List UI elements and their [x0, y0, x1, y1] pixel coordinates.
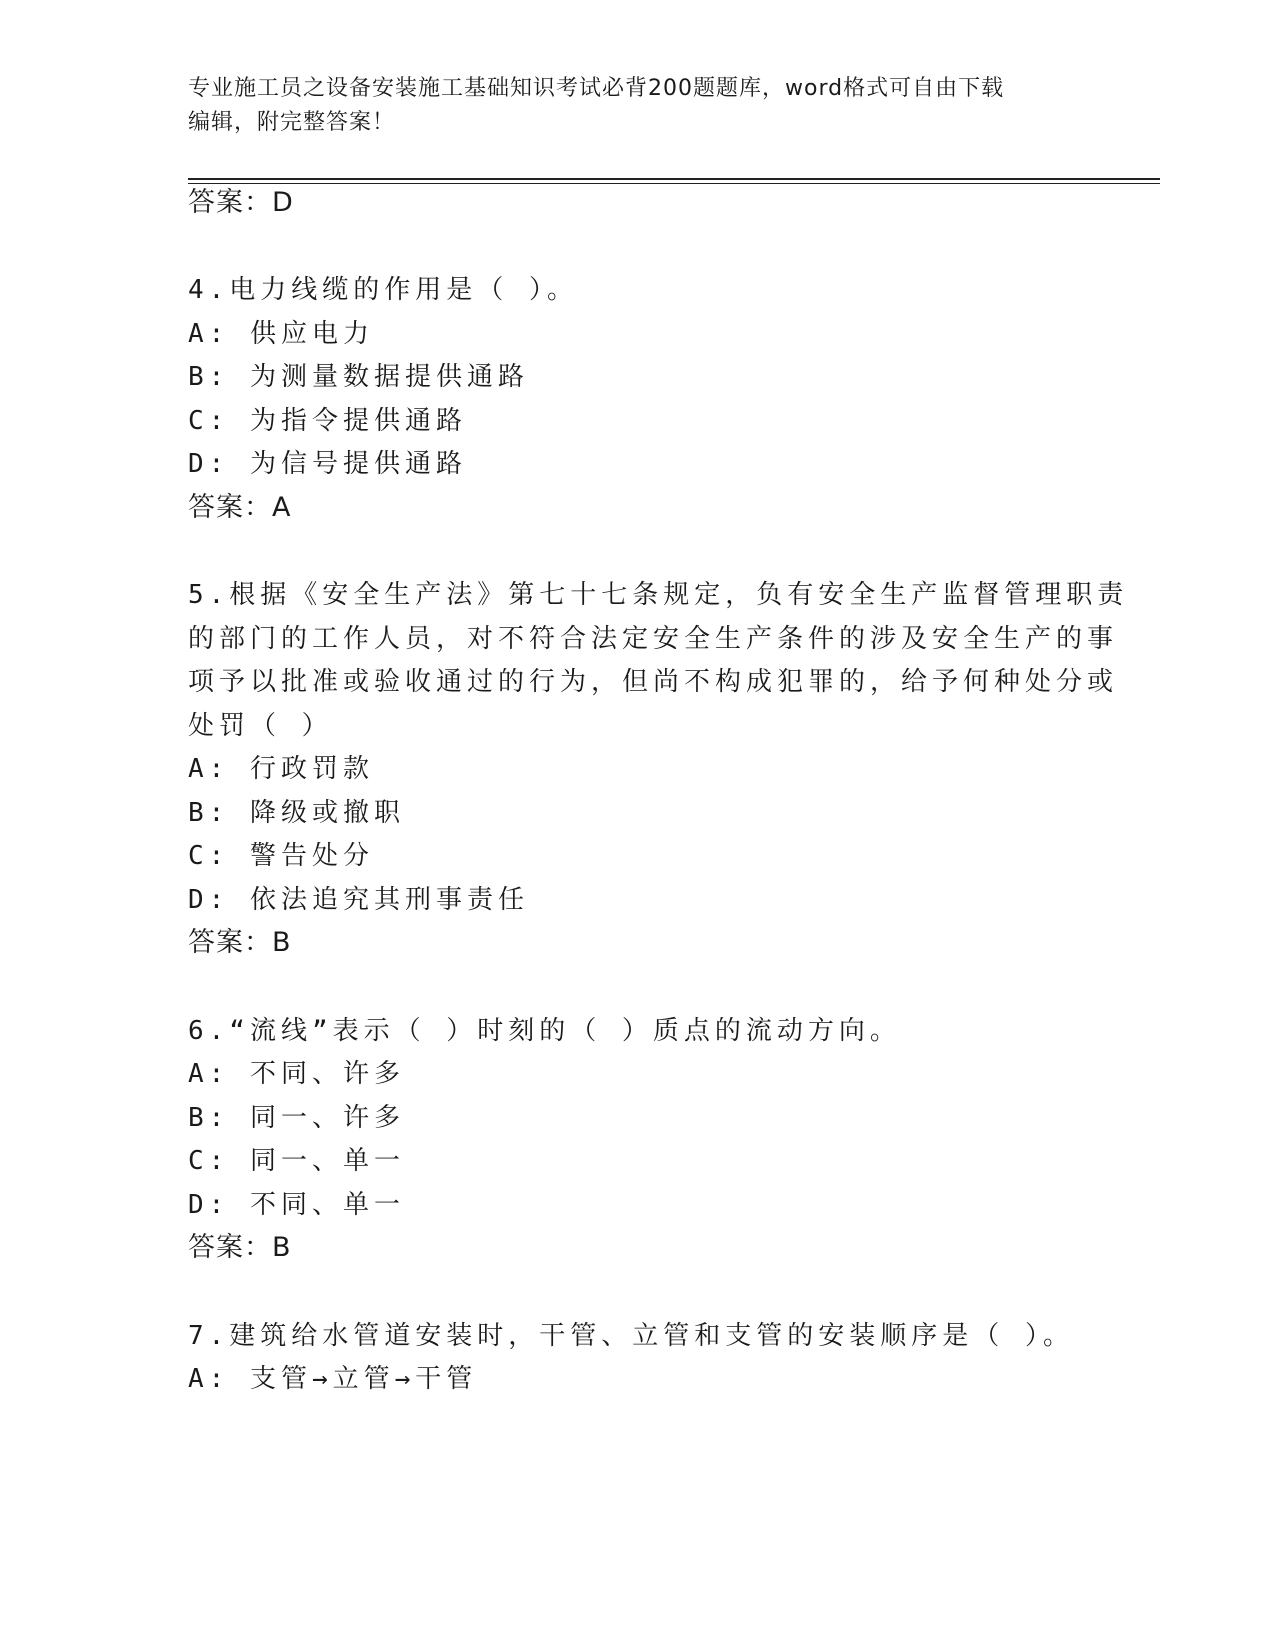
- question-6-option-b: B: 同一、许多: [188, 1103, 405, 1133]
- answer-q4: 答案：A: [188, 492, 292, 523]
- question-5-stem-line-3: 项予以批准或验收通过的行为，但尚不构成犯罪的，给予何种处分或: [188, 667, 1119, 697]
- question-7-option-a: A: 支管→立管→干管: [188, 1364, 478, 1394]
- question-6-option-a: A: 不同、许多: [188, 1059, 405, 1089]
- question-6-option-c: C: 同一、单一: [188, 1146, 405, 1176]
- question-4-option-d: D: 为信号提供通路: [188, 449, 467, 479]
- header-divider-thick: [188, 178, 1160, 180]
- document-header: [188, 72, 1068, 140]
- header-title-line-1: 专业施工员之设备安装施工基础知识考试必背200题题库，word格式可自由下载: [188, 76, 1005, 101]
- question-5-stem-line-2: 的部门的工作人员，对不符合法定安全生产条件的涉及安全生产的事: [188, 624, 1119, 654]
- question-5-stem-line-1: 5.根据《安全生产法》第七十七条规定，负有安全生产监督管理职责: [188, 580, 1129, 610]
- question-4-option-a: A: 供应电力: [188, 319, 374, 349]
- question-6-option-d: D: 不同、单一: [188, 1190, 405, 1220]
- question-5-stem-line-4: 处罚（ ）: [188, 711, 333, 741]
- question-4-stem: 4.电力线缆的作用是（ ）。: [188, 275, 578, 305]
- question-5-option-c: C: 警告处分: [188, 841, 374, 871]
- answer-q3: 答案：D: [188, 187, 294, 218]
- question-5-option-b: B: 降级或撤职: [188, 798, 405, 828]
- answer-q5: 答案：B: [188, 927, 292, 958]
- question-5-option-d: D: 依法追究其刑事责任: [188, 885, 529, 915]
- question-5-option-a: A: 行政罚款: [188, 754, 374, 784]
- header-divider-thin: [188, 183, 1160, 184]
- header-title-line-2: 编辑，附完整答案！: [188, 110, 396, 135]
- answer-q6: 答案：B: [188, 1232, 292, 1263]
- question-4-option-c: C: 为指令提供通路: [188, 406, 467, 436]
- question-4-option-b: B: 为测量数据提供通路: [188, 362, 529, 392]
- question-6-stem: 6.“流线”表示（ ）时刻的（ ）质点的流动方向。: [188, 1016, 901, 1046]
- question-7-stem: 7.建筑给水管道安装时，干管、立管和支管的安装顺序是（ ）。: [188, 1321, 1074, 1351]
